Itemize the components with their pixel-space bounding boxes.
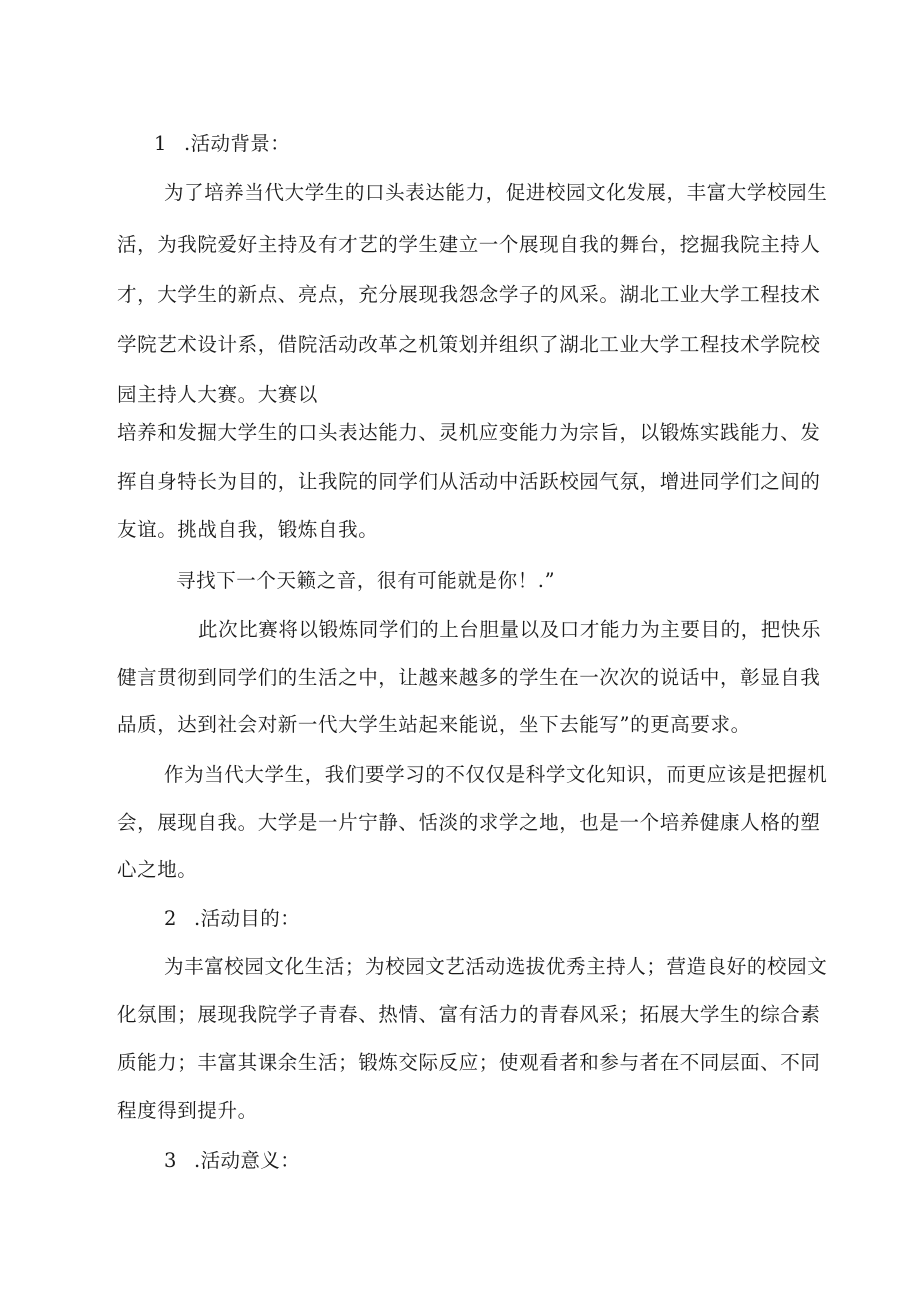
s1-p2-line-1: 培养和发掘大学生的口头表达能力、灵机应变能力为宗旨，以锻炼实践能力、发: [117, 421, 821, 444]
s1-p5-line-1: 作为当代大学生，我们要学习的不仅仅是科学文化知识，而更应该是把握机: [164, 763, 828, 786]
s2-p1-line-1: 为丰富校园文化生活；为校园文艺活动选拔优秀主持人；营造良好的校园文: [164, 955, 828, 978]
s1-p1-line-3: 才，大学生的新点、亮点，充分展现我怨念学子的风采。湖北工业大学工程技术: [117, 283, 821, 306]
section-2-heading: [164, 906, 300, 932]
s1-p1-line-4: 学院艺术设计系，借院活动改革之机策划并组织了湖北工业大学工程技术学院校: [117, 333, 821, 356]
section-1-heading: [154, 131, 290, 157]
s1-p4-line-1: 此次比赛将以锻炼同学们的上台胆量以及口才能力为主要目的，把快乐: [198, 618, 822, 641]
section-1-number: 1: [154, 132, 167, 155]
s1-p5-line-2: 会，展现自我。大学是一片宁静、恬淡的求学之地，也是一个培养健康人格的塑: [117, 811, 821, 834]
s1-p2-line-3: 友谊。挑战自我，锻炼自我。: [117, 518, 379, 541]
s1-p1-line-1: 为了培养当代大学生的口头表达能力，促进校园文化发展，丰富大学校园生: [164, 181, 828, 204]
section-2-number: 2: [164, 907, 177, 930]
s1-p3-line-1: 寻找下一个天籁之音，很有可能就是你！.”: [176, 569, 556, 592]
s1-p4-line-2: 健言贯彻到同学们的生活之中，让越来越多的学生在一次次的说话中，彰显自我: [117, 666, 821, 689]
s2-p1-line-2: 化氛围；展现我院学子青春、热情、富有活力的青春风采；拓展大学生的综合素: [117, 1003, 821, 1026]
section-1-title: .活动背景：: [184, 132, 291, 155]
section-3-title: .活动意义：: [194, 1149, 301, 1172]
s1-p1-line-5: 园主持人大赛。大赛以: [117, 383, 319, 406]
s2-p1-line-3: 质能力；丰富其课余生活；锻炼交际反应；使观看者和参与者在不同层面、不同: [117, 1051, 821, 1074]
s1-p4-line-3: 品质，达到社会对新一代大学生站起来能说，坐下去能写”的更高要求。: [117, 713, 751, 736]
section-3-number: 3: [164, 1149, 177, 1172]
s1-p5-line-3: 心之地。: [117, 858, 198, 881]
s2-p1-line-4: 程度得到提升。: [117, 1099, 258, 1122]
section-2-title: .活动目的：: [194, 907, 301, 930]
section-3-heading: [164, 1148, 300, 1174]
s1-p1-line-2: 活，为我院爱好主持及有才艺的学生建立一个展现自我的舞台，挖掘我院主持人: [117, 233, 821, 256]
s1-p2-line-2: 挥自身特长为目的，让我院的同学们从活动中活跃校园气氛，增进同学们之间的: [117, 470, 821, 493]
